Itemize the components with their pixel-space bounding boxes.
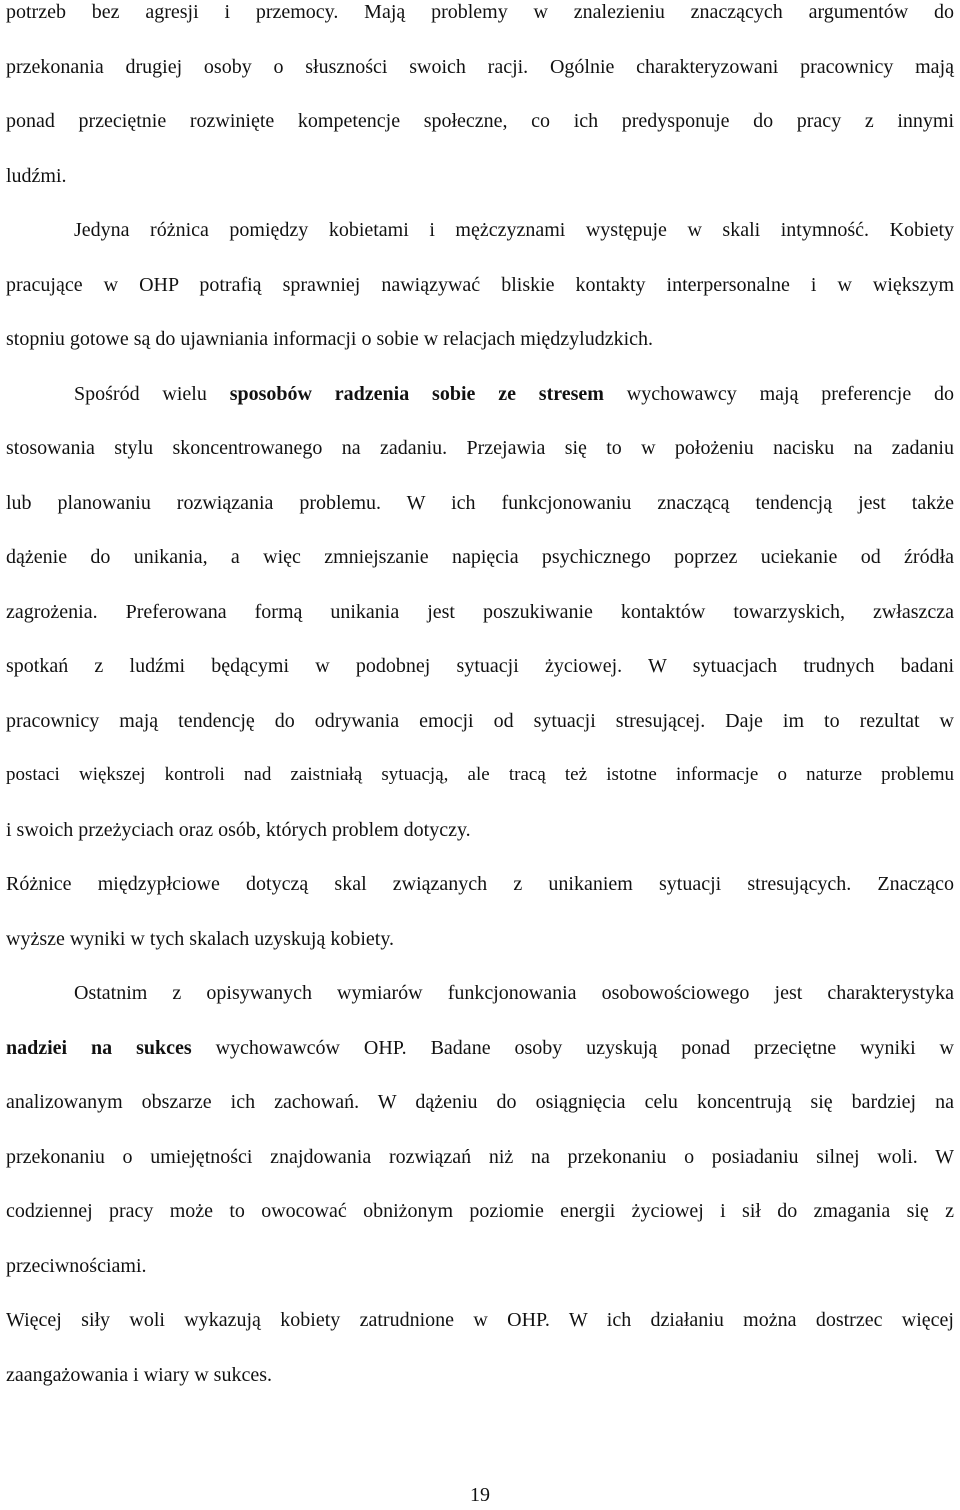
paragraph-line: zaangażowania i wiary w sukces. — [6, 1364, 272, 1386]
line-text: wychowawców OHP. Badane osoby uzyskują ponad przeciętne wyniki w — [215, 1037, 954, 1059]
paragraph-line: przeciwnościami. — [6, 1255, 147, 1277]
paragraph-line: zagrożenia. Preferowana formą unikania jest poszukiwanie kontaktów towarzyskich, zwłaszcza — [6, 601, 954, 623]
paragraph-line: stosowania stylu skoncentrowanego na zadaniu. Przejawia się to w położeniu nacisku na zadaniu — [6, 437, 954, 459]
page-number: 19 — [470, 1484, 490, 1506]
paragraph-line-mixed — [6, 1033, 954, 1063]
paragraph-line: codziennej pracy może to owocować obniżonym poziomie energii życiowej i sił do zmagania się z — [6, 1200, 954, 1222]
line-text: Spośród wielu — [74, 383, 207, 405]
paragraph-line: stopniu gotowe są do ujawniania informacji o sobie w relacjach międzyludzkich. — [6, 328, 654, 350]
paragraph-line: ludźmi. — [6, 165, 67, 187]
paragraph-line: ponad przeciętnie rozwinięte kompetencje społeczne, co ich predysponuje do pracy z innymi — [6, 110, 954, 132]
paragraph-line: Ostatnim z opisywanych wymiarów funkcjonowania osobowościowego jest charakterystyka — [74, 982, 954, 1004]
paragraph-line: Jedyna różnica pomiędzy kobietami i mężczyznami występuje w skali intymność. Kobiety — [74, 219, 954, 241]
paragraph-line: pracujące w OHP potrafią sprawniej nawiązywać bliskie kontakty interpersonalne i w większym — [6, 274, 954, 296]
paragraph-line-mixed — [6, 379, 954, 409]
bold-term: nadziei na sukces — [6, 1037, 192, 1059]
paragraph-line: Więcej siły woli wykazują kobiety zatrudnione w OHP. W ich działaniu można dostrzec więcej — [6, 1309, 954, 1331]
paragraph-line: spotkań z ludźmi będącymi w podobnej sytuacji życiowej. W sytuacjach trudnych badani — [6, 655, 954, 677]
paragraph-line: dążenie do unikania, a więc zmniejszanie napięcia psychicznego poprzez uciekanie od źródła — [6, 546, 954, 568]
paragraph-line: lub planowaniu rozwiązania problemu. W ich funkcjonowaniu znaczącą tendencją jest także — [6, 492, 954, 514]
paragraph-line: postaci większej kontroli nad zaistniałą sytuacją, ale tracą też istotne informacje o naturze problemu — [6, 764, 954, 785]
paragraph-line: i swoich przeżyciach oraz osób, których problem dotyczy. — [6, 819, 471, 841]
paragraph-line: przekonania drugiej osoby o słuszności swoich racji. Ogólnie charakteryzowani pracownicy mają — [6, 56, 954, 78]
bold-term: sposobów radzenia sobie ze stresem — [229, 383, 604, 405]
paragraph-line: Różnice międzypłciowe dotyczą skal związanych z unikaniem sytuacji stresujących. Znacząco — [6, 873, 954, 895]
paragraph-line: przekonaniu o umiejętności znajdowania rozwiązań niż na przekonaniu o posiadaniu silnej woli. W — [6, 1146, 954, 1168]
paragraph-line: wyższe wyniki w tych skalach uzyskują kobiety. — [6, 928, 395, 950]
line-text: wychowawcy mają preferencje do — [626, 383, 955, 405]
paragraph-line: potrzeb bez agresji i przemocy. Mają problemy w znalezieniu znaczących argumentów do — [6, 1, 954, 23]
paragraph-line: analizowanym obszarze ich zachowań. W dążeniu do osiągnięcia celu koncentrują się bardziej na — [6, 1091, 954, 1113]
paragraph-line: pracownicy mają tendencję do odrywania emocji od sytuacji stresującej. Daje im to rezultat w — [6, 710, 954, 732]
